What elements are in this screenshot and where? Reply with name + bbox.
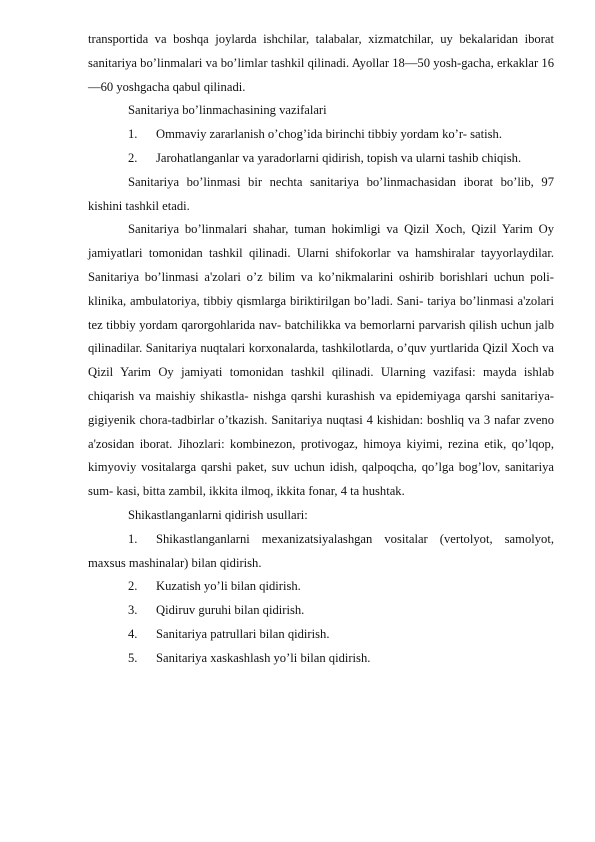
list-number: 2. [128, 579, 138, 594]
list-text: Sanitariya xaskashlash yo’li bilan qidirish. [156, 650, 371, 665]
list-number: 5. [128, 650, 138, 665]
list-text: Jarohatlanganlar va yaradorlarni qidirish, topish va ularni tashib chiqish. [156, 150, 522, 165]
heading-subunit-tasks: Sanitariya bo’linmachasining vazifalari [128, 103, 327, 118]
list-item [88, 647, 554, 671]
list-item [88, 528, 554, 576]
list-number: 1. [128, 531, 138, 546]
paragraph-intro: transportida va boshqa joylarda ishchilar, talabalar, xizmatchilar, uy bekalaridan iborat sanitariya bo’linmalari va bo’limlar tashkil qilinadi. Ayollar 18—50 yosh-gacha, erkaklar 16—60 yoshgacha qabul qilinadi. [88, 32, 554, 94]
page-content [88, 28, 554, 671]
list-item [88, 575, 554, 599]
list-text: Kuzatish yo’li bilan qidirish. [156, 579, 301, 594]
list-number: 3. [128, 603, 138, 618]
list-text: Shikastlanganlarni mexanizatsiyalashgan vositalar (vertolyot, samolyot, maxsus mashinalar) bilan qidirish. [88, 531, 554, 570]
list-item [88, 623, 554, 647]
list-number: 4. [128, 626, 138, 641]
list-text: Qidiruv guruhi bilan qidirish. [156, 603, 305, 618]
list-item [88, 147, 554, 171]
heading-search-methods: Shikastlanganlarni qidirish usullari: [128, 507, 308, 522]
list-text: Ommaviy zararlanish o’chog’ida birinchi tibbiy yordam ko’r- satish. [156, 127, 502, 142]
list-item [88, 123, 554, 147]
list-item [88, 599, 554, 623]
list-number: 2. [128, 150, 138, 165]
paragraph-unit-size: Sanitariya bo’linmasi bir nechta sanitariya bo’linmachasidan iborat bo’lib, 97 kishini tashkil etadi. [88, 174, 554, 213]
paragraph-sanitary-units: Sanitariya bo’linmalari shahar, tuman hokimligi va Qizil Xoch, Qizil Yarim Oy jamiyatlari tomonidan tashkil qilinadi. Ularni shifokorlar va hamshiralar tayyorlaydilar. Sanitariya bo’linmasi a'zolari o’z bilim va ko’nikmalarini oshirib borishlari uchun poli- klinika, ambulatoriya, tibbiy qismlarga biriktirilgan bo’ladi. Sani- tariya bo’linmasi a'zolari tez tibbiy yordam qarorgohlarida nav- batchilikka va bemorlarni parvarish qilish uchun jalb qilinadilar. Sanitariya nuqtalari korxonalarda, tashkilotlarda, o’quv yurtlarida Qizil Xoch va Qizil Yarim Oy jamiyati tomonidan tashkil qilinadi. Ularning vazifasi: mayda ishlab chiqarish va maishiy shikastla- nishga qarshi kurashish va epidemiyaga qarshi sanitariya-gigiyenik chora-tadbirlar o’tkazish. Sanitariya nuqtasi 4 kishidan: boshliq va 3 nafar zveno a'zosidan iborat. Jihozlari: kombinezon, protivogaz, himoya kiyimi, rezina etik, qo’lqop, kimyoviy vositalarga qarshi paket, suv uchun idish, qalpoqcha, qo’lga bog’lov, sanitariya sum- kasi, bitta zambil, ikkita ilmoq, ikkita fonar, 4 ta hushtak. [88, 222, 554, 499]
list-number: 1. [128, 127, 138, 142]
list-text: Sanitariya patrullari bilan qidirish. [156, 626, 330, 641]
